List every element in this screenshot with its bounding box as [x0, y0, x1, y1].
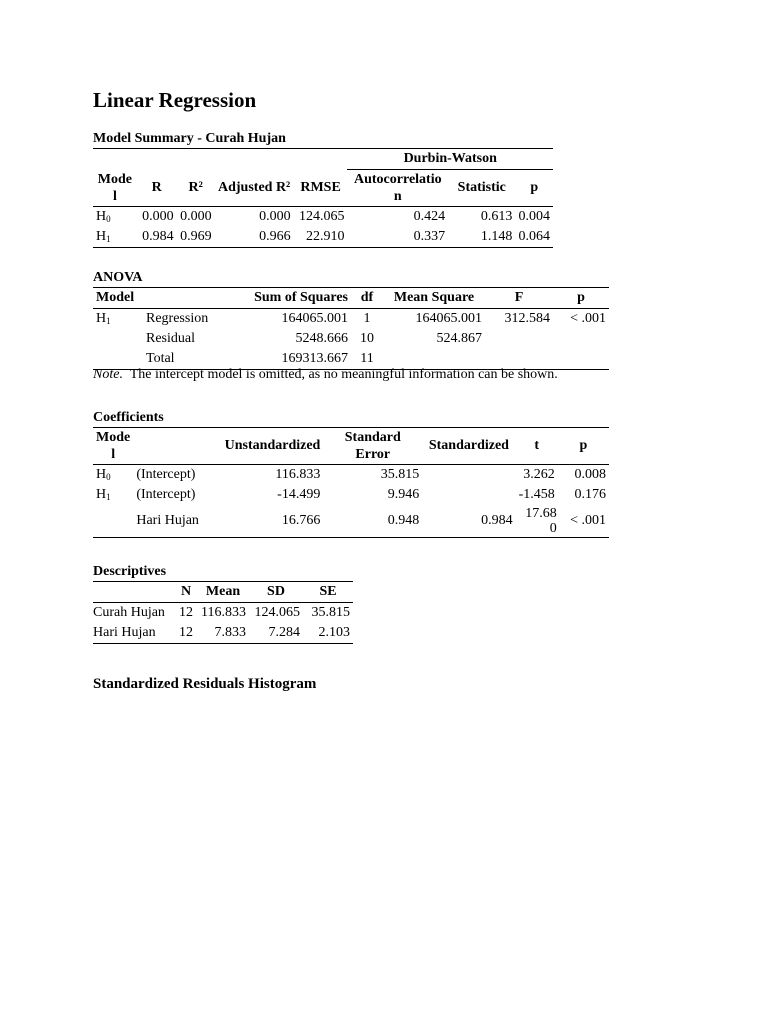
coefficients-table	[93, 427, 609, 538]
cell-sd: 124.065	[254, 605, 300, 620]
cell-variable: Curah Hujan	[93, 605, 165, 620]
col-n: N	[180, 584, 192, 599]
cell-mean: 116.833	[201, 605, 246, 620]
cell-unstd: 16.766	[281, 513, 321, 528]
col-se: SE	[319, 584, 337, 599]
cell-auto: 0.337	[413, 229, 446, 244]
col-adjusted-r2: Adjusted R²	[217, 180, 291, 196]
table-row	[93, 623, 353, 644]
cell-r: 0.000	[142, 209, 174, 224]
note-text: The intercept model is omitted, as no meaningful information can be shown.	[129, 367, 558, 382]
cell-t: 3.262	[523, 467, 555, 482]
cell-df: 10	[360, 331, 374, 346]
cell-p: < .001	[570, 513, 606, 528]
col-r: R	[151, 179, 162, 195]
col-sd: SD	[267, 584, 285, 599]
table-row	[93, 485, 609, 505]
col-standard-error: Standard Error	[344, 430, 401, 462]
cell-t: -1.458	[518, 487, 555, 502]
table-row	[93, 227, 553, 248]
col-f: F	[514, 290, 524, 305]
cell-p: 0.064	[518, 229, 550, 244]
col-sum-of-squares: Sum of Squares	[254, 290, 348, 305]
cell-se: 35.815	[380, 467, 420, 482]
cell-f	[485, 329, 553, 349]
cell-rmse: 124.065	[298, 209, 345, 224]
cell-se: 2.103	[318, 625, 350, 640]
cell-p: 0.008	[574, 467, 606, 482]
cell-std	[422, 485, 515, 505]
cell-ms: 164065.001	[415, 311, 482, 326]
table-row	[93, 309, 609, 330]
cell-se: 9.946	[387, 487, 420, 502]
col-model: Mode l	[96, 430, 131, 462]
cell-p: 0.176	[574, 487, 606, 502]
model-label: H	[96, 487, 107, 502]
cell-std: 0.984	[481, 513, 513, 528]
cell-unstd: 116.833	[275, 467, 321, 482]
cell-std	[422, 465, 515, 486]
descriptives-title: Descriptives	[93, 564, 167, 579]
model-label: H	[96, 209, 107, 224]
cell-se: 35.815	[311, 605, 350, 620]
cell-p: < .001	[570, 311, 606, 326]
col-autocorrelation: Autocorrelatio n	[354, 172, 442, 204]
col-statistic: Statistic	[457, 180, 506, 195]
histogram-title: Standardized Residuals Histogram	[93, 676, 317, 692]
cell-p: 0.004	[518, 209, 550, 224]
model-summary-table	[93, 148, 553, 248]
model-label: H	[96, 311, 107, 326]
col-mean-square: Mean Square	[393, 290, 475, 305]
cell-unstd: -14.499	[277, 487, 321, 502]
cell-stat: 1.148	[480, 229, 513, 244]
model-label: H	[96, 467, 107, 482]
cell-ss: 5248.666	[295, 331, 348, 346]
col-mean: Mean	[205, 584, 241, 599]
model-subscript: 1	[106, 492, 111, 502]
note-label: Note.	[93, 367, 123, 382]
col-rmse: RMSE	[300, 179, 341, 195]
col-standardized: Standardized	[428, 438, 509, 453]
model-summary-title: Model Summary - Curah Hujan	[93, 131, 286, 146]
table-row	[93, 329, 609, 349]
table-row	[93, 603, 353, 624]
col-r2: R²	[188, 179, 203, 195]
cell-df: 1	[363, 311, 371, 326]
col-p: p	[530, 180, 539, 195]
cell-term: (Intercept)	[136, 467, 196, 482]
table-row	[93, 505, 609, 538]
cell-r2: 0.969	[180, 229, 212, 244]
col-p: p	[579, 438, 588, 453]
cell-term: (Intercept)	[136, 487, 196, 502]
cell-stat: 0.613	[480, 209, 513, 224]
durbin-watson-header: Durbin-Watson	[347, 149, 553, 170]
col-t: t	[534, 438, 540, 453]
cell-ss: 169313.667	[281, 351, 348, 366]
cell-se: 0.948	[387, 513, 420, 528]
cell-mean: 7.833	[214, 625, 246, 640]
cell-f: 312.584	[504, 311, 550, 326]
cell-p	[553, 329, 609, 349]
cell-r2: 0.000	[180, 209, 212, 224]
table-row	[93, 465, 609, 486]
model-subscript: 0	[106, 214, 111, 224]
cell-adj: 0.000	[259, 209, 291, 224]
cell-ms: 524.867	[436, 331, 482, 346]
cell-t: 17.68 0	[525, 506, 557, 536]
col-variable	[93, 582, 175, 603]
cell-ss: 164065.001	[281, 311, 348, 326]
col-p: p	[577, 290, 585, 305]
anova-table	[93, 287, 609, 370]
anova-note	[93, 367, 558, 383]
cell-source: Regression	[146, 311, 209, 326]
cell-n: 12	[179, 605, 193, 620]
cell-auto: 0.424	[413, 209, 446, 224]
cell-p	[553, 349, 609, 370]
cell-df: 11	[360, 351, 374, 366]
col-model: Model	[96, 290, 135, 305]
col-df: df	[360, 290, 374, 305]
cell-term: Hari Hujan	[136, 513, 199, 528]
model-subscript: 0	[106, 472, 111, 482]
page-title: Linear Regression	[93, 88, 257, 112]
coefficients-title: Coefficients	[93, 410, 164, 425]
table-row	[93, 207, 553, 228]
cell-r: 0.984	[142, 229, 174, 244]
col-model: Mode l	[97, 171, 132, 204]
cell-sd: 7.284	[268, 625, 300, 640]
cell-adj: 0.966	[259, 229, 291, 244]
cell-source: Total	[146, 351, 175, 366]
col-unstandardized: Unstandardized	[224, 438, 321, 453]
cell-variable: Hari Hujan	[93, 625, 156, 640]
descriptives-table	[93, 581, 353, 644]
anova-title: ANOVA	[93, 270, 143, 285]
model-label: H	[96, 229, 107, 244]
cell-n: 12	[179, 625, 193, 640]
col-term	[133, 428, 221, 465]
model-subscript: 1	[106, 316, 111, 326]
cell-source: Residual	[146, 331, 195, 346]
model-subscript: 1	[106, 234, 111, 244]
cell-rmse: 22.910	[305, 229, 345, 244]
